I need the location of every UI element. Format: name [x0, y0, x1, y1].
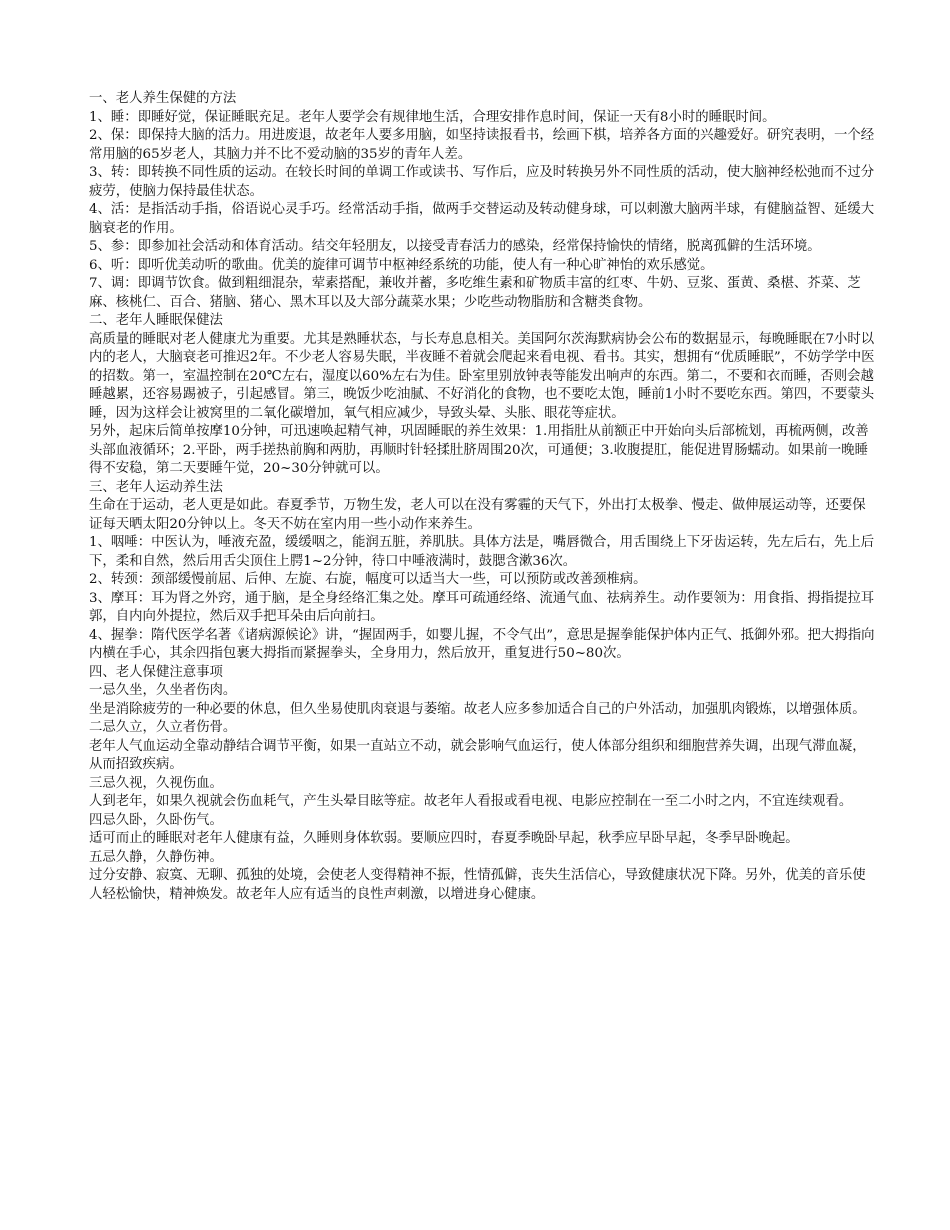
paragraph: 6、听：即听优美动听的歌曲。优美的旋律可调节中枢神经系统的功能，使人有一种心旷神怡的欢乐感觉。: [89, 257, 714, 273]
paragraph: 五忌久静，久静伤神。: [89, 849, 223, 865]
paragraph: 4、握拳：隋代医学名著《诸病源候论》讲，“握固两手，如婴儿握，不令气出”，意思是握拳能保护体内正气、抵御外邪。把大拇指向内横在手心，其余四指包裹大拇指而紧握拳头，全身用力，然后放开，重复进行50~80次。: [89, 627, 875, 661]
paragraph: 5、参：即参加社会活动和体育活动。结交年轻朋友，以接受青春活力的感染，经常保持愉快的情绪，脱离孤僻的生活环境。: [89, 239, 821, 254]
paragraph: 高质量的睡眠对老人健康尤为重要。尤其是熟睡状态，与长寿息息相关。美国阿尔茨海默病协会公布的数据显示，每晚睡眠在7小时以内的老人，大脑衰老可推迟2年。不少老人容易失眠，半夜睡不着就会爬起来看电视、看书。其实，想拥有“优质睡眠”，不妨学学中医的招数。第一，室温控制在20℃左右，湿度以60%左右为佳。卧室里别放钟表等能发出响声的东西。第二，不要和衣而睡，否则会越睡越累，还容易踢被子，引起感冒。第三，晚饭少吃油腻、不好消化的食物，也不要吃太饱，睡前1小时不要吃东西。第四，不要蒙头睡，因为这样会让被窝里的二氧化碳增加，氧气相应减少，导致头晕、头胀、眼花等症状。: [89, 331, 875, 421]
paragraph: 四忌久卧，久卧伤气。: [89, 812, 223, 828]
section-heading: 一、老人养生保健的方法: [89, 91, 237, 106]
paragraph: 一忌久坐，久坐者伤肉。: [89, 683, 237, 698]
paragraph: 过分安静、寂寞、无聊、孤独的处境，会使老人变得精神不振，性情孤僻，丧失生活信心，导致健康状况下降。另外，优美的音乐使人轻松愉快，精神焕发。故老年人应有适当的良性声刺激，以增进身心健康。: [89, 868, 866, 902]
paragraph: 4、活：是指活动手指，俗语说心灵手巧。经常活动手指，做两手交替运动及转动健身球，可以刺激大脑两半球，有健脑益智、延缓大脑衰老的作用。: [89, 202, 875, 236]
paragraph: 3、转：即转换不同性质的运动。在较长时间的单调工作或读书、写作后，应及时转换另外不同性质的活动，使大脑神经松弛而不过分疲劳，使脑力保持最佳状态。: [89, 165, 875, 199]
paragraph: 7、调：即调节饮食。做到粗细混杂，荤素搭配，兼收并蓄，多吃维生素和矿物质丰富的红枣、牛奶、豆浆、蛋黄、桑椹、芥菜、芝麻、核桃仁、百合、猪脑、猪心、黑木耳以及大部分蔬菜水果；少吃些动物脂肪和含糖类食物。: [89, 276, 861, 310]
paragraph: 1、睡：即睡好觉，保证睡眠充足。老年人要学会有规律地生活，合理安排作息时间，保证一天有8小时的睡眠时间。: [89, 109, 776, 125]
paragraph: 3、摩耳：耳为肾之外窍，通于脑，是全身经络汇集之处。摩耳可疏通经络、流通气血、祛病养生。动作要领为：用食指、拇指提拉耳郭，自内向外提拉，然后双手把耳朵由后向前扫。: [89, 590, 875, 624]
paragraph: 人到老年，如果久视就会伤血耗气，产生头晕目眩等症。故老年人看报或看电视、电影应控制在一至二小时之内，不宜连续观看。: [89, 794, 853, 809]
paragraph: 2、转颈：颈部缓慢前屈、后伸、左旋、右旋，幅度可以适当大一些，可以预防或改善颈椎病。: [89, 572, 647, 587]
paragraph: 生命在于运动，老人更是如此。春夏季节，万物生发，老人可以在没有雾霾的天气下，外出打太极拳、慢走、做伸展运动等，还要保证每天晒太阳20分钟以上。冬天不妨在室内用一些小动作来养生。: [89, 498, 866, 532]
paragraph: 老年人气血运动全靠动静结合调节平衡，如果一直站立不动，就会影响气血运行，使人体部分组织和细胞营养失调，出现气滞血凝，从而招致疾病。: [89, 738, 866, 772]
paragraph: 二忌久立，久立者伤骨。: [89, 720, 237, 735]
document-body: [89, 90, 879, 904]
section-heading: 四、老人保健注意事项: [89, 664, 223, 680]
paragraph: 适可而止的睡眠对老年人健康有益，久睡则身体软弱。要顺应四时，春夏季晚卧早起，秋季应早卧早起，冬季早卧晚起。: [89, 831, 799, 846]
section-heading: 三、老年人运动养生法: [89, 479, 223, 495]
paragraph: 另外，起床后简单按摩10分钟，可迅速唤起精气神，巩固睡眠的养生效果：1.用指肚从前额正中开始向头后部梳划，再梳两侧，改善头部血液循环；2.平卧，两手搓热前胸和两肋，再顺时针轻揉肚脐周围20次，可通便；3.收腹提肛，能促进胃肠蠕动。如果前一晚睡得不安稳，第二天要睡午觉，20~30分钟就可以。: [89, 424, 869, 476]
paragraph: 2、保：即保持大脑的活力。用进废退，故老年人要多用脑，如坚持读报看书，绘画下棋，培养各方面的兴趣爱好。研究表明，一个经常用脑的65岁老人，其脑力并不比不爱动脑的35岁的青年人差。: [89, 128, 875, 162]
section-heading: 二、老年人睡眠保健法: [89, 313, 223, 328]
paragraph: 坐是消除疲劳的一种必要的休息，但久坐易使肌肉衰退与萎缩。故老人应多参加适合自己的户外活动，加强肌肉锻炼，以增强体质。: [89, 701, 866, 717]
paragraph: 三忌久视，久视伤血。: [89, 775, 223, 791]
paragraph: 1、咽唾：中医认为，唾液充盈，缓缓咽之，能润五脏，养肌肤。具体方法是，嘴唇微合，用舌围绕上下牙齿运转，先左后右，先上后下，柔和自然，然后用舌尖顶住上腭1~2分钟，待口中唾液满时，鼓腮含漱36次。: [89, 535, 875, 569]
